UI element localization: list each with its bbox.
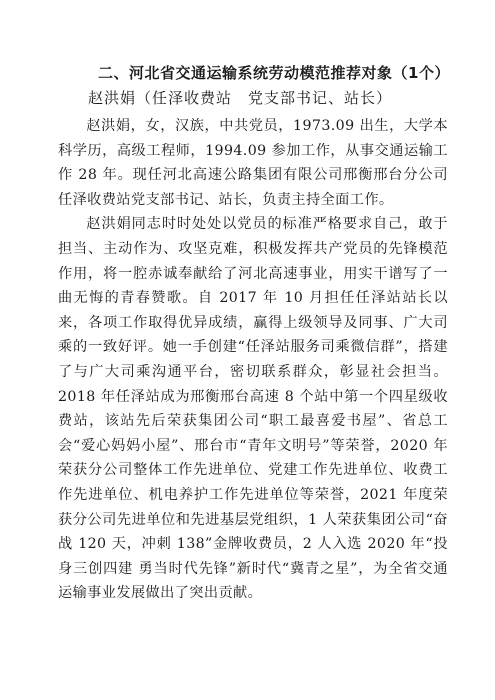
nominee-title: 赵洪娟（任泽收费站 党支部书记、站长） — [88, 89, 393, 107]
achievements-paragraph: 赵洪娟同志时时处处以党员的标准严格要求自己，敢于担当、主动作为、攻坚克难，积极发挥共产党员的先锋模范作用，将一腔赤诚奉献给了河北高速事业，用实干谱写了一曲无悔的青春赞歌。自 2017 年 10 月担任任泽站站长以来，各项工作取得优异成绩，赢得上级领导及同事、广大司乘的一致好评。她一手创建“任泽站服务司乘微信群”，搭建了与广大司乘沟通平台，密切联系群众，彰显社会担当。2018 年任泽站成为邢衡邢台高速 8 个站中第一个四星级收费站，该站先后荣获集团公司“职工最喜爱书屋”、省总工会“爱心妈妈小屋”、邢台市“青年文明号”等荣誉，2020 年荣获分公司整体工作先进单位、党建工作先进单位、收费工作先进单位、机电养护工作先进单位等荣誉，2021 年度荣获分公司先进单位和先进基层党组织，1 人荣获集团公司“奋战 120 天，冲刺 138”金牌收费员，2 人入选 2020 年“投身三创四建 勇当时代先锋”新时代“冀青之星”，为全省交通运输事业发展做出了突出贡献。 — [58, 216, 448, 602]
document-body — [58, 114, 448, 606]
section-heading: 二、河北省交通运输系统劳动模范推荐对象（1个） — [98, 64, 450, 82]
profile-paragraph: 赵洪娟，女，汉族，中共党员，1973.09 出生，大学本科学历，高级工程师，1994.09 参加工作，从事交通运输工作 28 年。现任河北高速公路集团有限公司邢衡邢台分公司任泽收费站党支部书记、站长，负责主持全面工作。 — [58, 118, 448, 208]
